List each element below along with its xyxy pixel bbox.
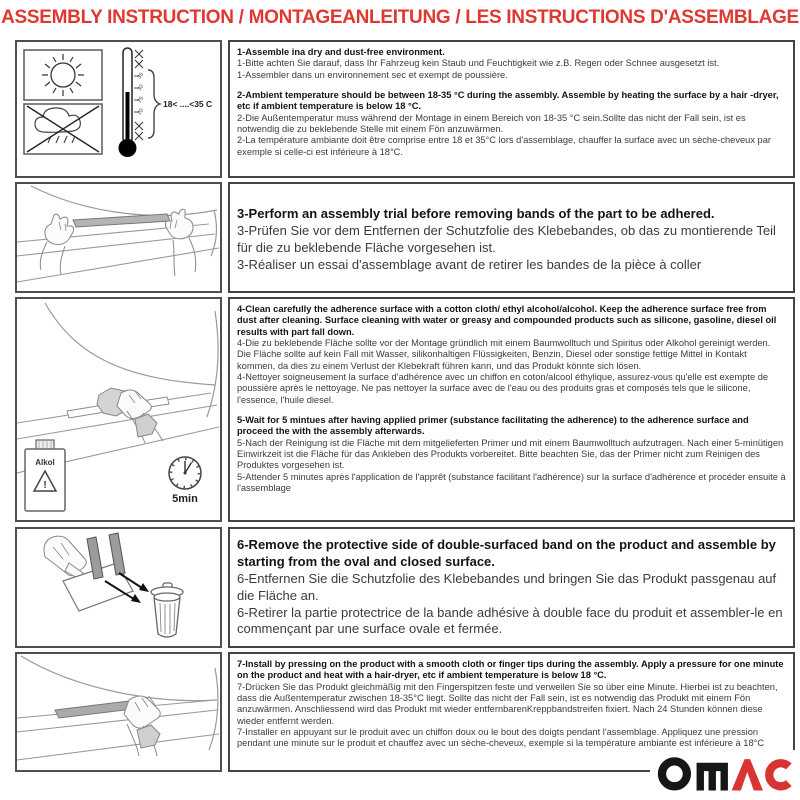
bottle-label: Alkol: [35, 458, 55, 467]
scale-value: 35: [136, 71, 146, 81]
scale-value: 25: [136, 95, 146, 105]
temperature-range-label: 18< ....<35 C: [163, 99, 213, 109]
step-7-de: 7-Drücken Sie das Produkt gleichmäßig mit den Fingerspitzen feste und verweilen Sie so über eine Minute. Hierbei ist zu beachten, dass die Außentemperatur zwischen 18-35°C liegt. Sollte das nicht der Fall sein, ist es notwendig das Produkt mit einem Fön anzuwärmen. Anschliessend wird das Produkt mit wieder entfernbarenKreppbandstreifen fixiert. Nach 24 Stunden können diese wieder entfernt werden.: [237, 681, 778, 726]
step-2-en: 2-Ambient temperature should be between 18-35 °C during the assembly. Assemble by heating the surface by a hair -dryer, etc if ambient temperature is below 18 °C.: [237, 89, 779, 112]
alcohol-bottle-icon: [25, 440, 65, 511]
left-hand: [40, 214, 73, 274]
timer-label: 5min: [172, 493, 198, 505]
door-edge-line: [207, 311, 218, 417]
step-1-en: 1-Assemble ina dry and dust-free environment.: [237, 47, 445, 57]
icon-box-press-product: [15, 652, 222, 772]
timer-clock-icon: [169, 457, 201, 505]
pressing-hand: [124, 696, 160, 756]
step-5-fr: 5-Attender 5 minutes après l'application de l'apprêt (substance facilitant l'adhérence) sur la surface d'adhérence et procéder ensuite à l'assemblage: [237, 471, 786, 493]
step-5: [237, 415, 786, 494]
logo-letter-c: [769, 763, 789, 786]
sun-rays: [42, 54, 84, 96]
logo-letter-m: [697, 763, 728, 791]
step-6-en: 6-Remove the protective side of double-surfaced band on the product and assemble by starting from the oval and closed surface.: [237, 537, 776, 569]
step-7-en: 7-Install by pressing on the product with a smooth cloth or finger tips during the assembly. Apply a pressure for one minute on the product and heat with a hair-dryer, etc if ambient temperature is below 18 °C.: [237, 659, 784, 681]
step-3-de: 3-Prüfen Sie vor dem Entfernen der Schutzfolie des Klebebandes, ob das zu montierende Teil für die zu beklebende Fläche vorgesehen ist.: [237, 222, 776, 255]
warning-exclamation: !: [43, 480, 47, 491]
omac-logo-icon: [656, 751, 798, 793]
sill-trim-strip: [55, 701, 133, 718]
rain-cloud-icon: [35, 108, 80, 132]
instruction-text-steps-1-2: [228, 40, 795, 178]
sun-icon: [51, 63, 75, 87]
step-2: [237, 90, 786, 158]
step-6: [237, 537, 786, 638]
door-frame-line: [31, 186, 217, 215]
instruction-text-step-3: [228, 182, 795, 293]
thermometer-bulb: [119, 139, 137, 157]
step-4: [237, 304, 786, 406]
step-4-en: 4-Clean carefully the adherence surface with a cotton cloth/ ethyl alcohol/alcohol. Keep the adherence surface free from dust after cleaning. Surface cleaning with water or greasy and compounded products such as silicone, gasoline, diesel oil results with part fall down.: [237, 304, 777, 337]
step-6-fr: 6-Retirer la partie protectrice de la bande adhésive à double face du produit et assembler-le en commençant par une surface ovale et fermée.: [237, 604, 783, 637]
scale-ticks: [134, 76, 139, 112]
step-7-fr: 7-Installer en appuyant sur le produit avec un chiffon doux ou le bout des doigts pendant l'assemblage. Appliquez une pression pendant une minute sur le produit et chauffez avec un sèche-cheveux, exemple si la température ambiante est inférieure à 18°C: [237, 726, 765, 749]
step-1-fr: 1-Assembler dans un environnement sec et exempt de poussière.: [237, 69, 508, 80]
door-frame-line: [45, 303, 215, 385]
instruction-text-steps-4-5: [228, 297, 795, 522]
temperature-conditions-icon: [17, 42, 220, 176]
step-5-de: 5-Nach der Reinigung ist die Fläche mit dem mitgelieferten Primer und mit einem Baumwolltuch aufzutragen. Nach einer 5-minütigen Einwirkzeit ist die Fläche für das Ankleben des Produkts vorbereitet. Bitte beachten Sie, das der Primer nicht zum Reinigen des Produktes vorgesehen ist.: [237, 437, 784, 471]
icon-box-clean-surface: [15, 297, 222, 522]
rain-drops: [48, 136, 75, 143]
step-1: [237, 47, 786, 81]
page-title: ASSEMBLY INSTRUCTION / MONTAGEANLEITUNG / LES INSTRUCTIONS D'ASSEMBLAGE: [1, 7, 799, 28]
omac-logo: [650, 750, 798, 794]
step-3: [237, 206, 786, 274]
peeling-hand: [44, 536, 86, 579]
step-2-fr: 2-La température ambiante doit être comprise entre 18 et 35°C lors d'assemblage, chauffer la surface avec un sèche-cheveux par exemple si celle-ci est inférieure à 18°C.: [237, 135, 771, 157]
assembly-trial-icon: [17, 184, 220, 291]
door-frame-line: [21, 656, 217, 701]
icon-box-remove-band: [15, 527, 222, 648]
logo-letter-a: [732, 759, 763, 790]
press-product-icon: [17, 654, 220, 770]
remove-protective-band-icon: [17, 529, 220, 646]
step-5-en: 5-Wait for 5 mintues after having applied primer (substance facilitating the adherence) to the adherence surface and proceed the with the assembly afterwards.: [237, 414, 749, 437]
step-4-fr: 4-Nettoyer soigneusement la surface d'adhérence avec un chiffon en coton/alcool éthylique, assurez-vous qu'elle est exempte de poussière après le nettoyage. Ne pas nettoyer la surface avec de l'eau ou des produits gras et composés tels que le silicone, l'essence, l'huile diesel.: [237, 371, 769, 405]
thermometer-mercury: [126, 92, 130, 144]
crossed-out-mark: [27, 106, 99, 152]
scale-value: 20: [136, 107, 146, 117]
step-7: [237, 659, 786, 750]
logo-letter-o: [662, 761, 687, 786]
excluded-range-marks: [135, 50, 146, 140]
step-6-de: 6-Entfernen Sie die Schutzfolie des Klebebandes und bringen Sie das Produkt passgenau auf die Fläche an.: [237, 570, 777, 603]
icon-box-assembly-trial: [15, 182, 222, 293]
right-hand: [165, 209, 195, 276]
step-1-de: 1-Bitte achten Sie darauf, dass Ihr Fahrzeug kein Staub und Feuchtigkeit wie z.B. Regen oder Schnee ausgesetzt ist.: [237, 58, 720, 69]
wiping-hand: [117, 390, 163, 443]
step-3-fr: 3-Réaliser un essai d'assemblage avant de retirer les bandes de la pièce à coller: [237, 256, 702, 272]
range-brace: [148, 70, 160, 138]
scale-value: 30: [136, 83, 146, 93]
step-4-de: 4-Die zu beklebende Fläche sollte vor der Montage gründlich mit einem Baumwolltuch und Spiritus oder Alkohol gereinigt werden. Die Fläche sollte auf kein Fall mit Wasser, silikonhaltigen Flüssigkeiten, Benzin, Diesel oder sonstige fettige Mittel in Kontakt kommen, da dies zu einem Verlust der Klebekraft führen kann, und das Produkt könnte sich lösen.: [237, 337, 771, 371]
instruction-text-step-6: [228, 527, 795, 648]
step-3-en: 3-Perform an assembly trial before removing bands of the part to be adhered.: [237, 206, 715, 221]
step-2-de: 2-Die Außentemperatur muss während der Montage in einem Bereich von 18-35 °C sein.Sollte das nicht der Fall sein, ist es notwendig die zu beklebende Stelle mit einem Fön anzuwärmen.: [237, 112, 746, 134]
clean-surface-icon: [17, 299, 220, 520]
trash-can-icon: [151, 583, 183, 637]
sill-trim-strip: [73, 214, 170, 227]
door-edge-line: [209, 668, 218, 750]
icon-box-environment-temperature: [15, 40, 222, 178]
